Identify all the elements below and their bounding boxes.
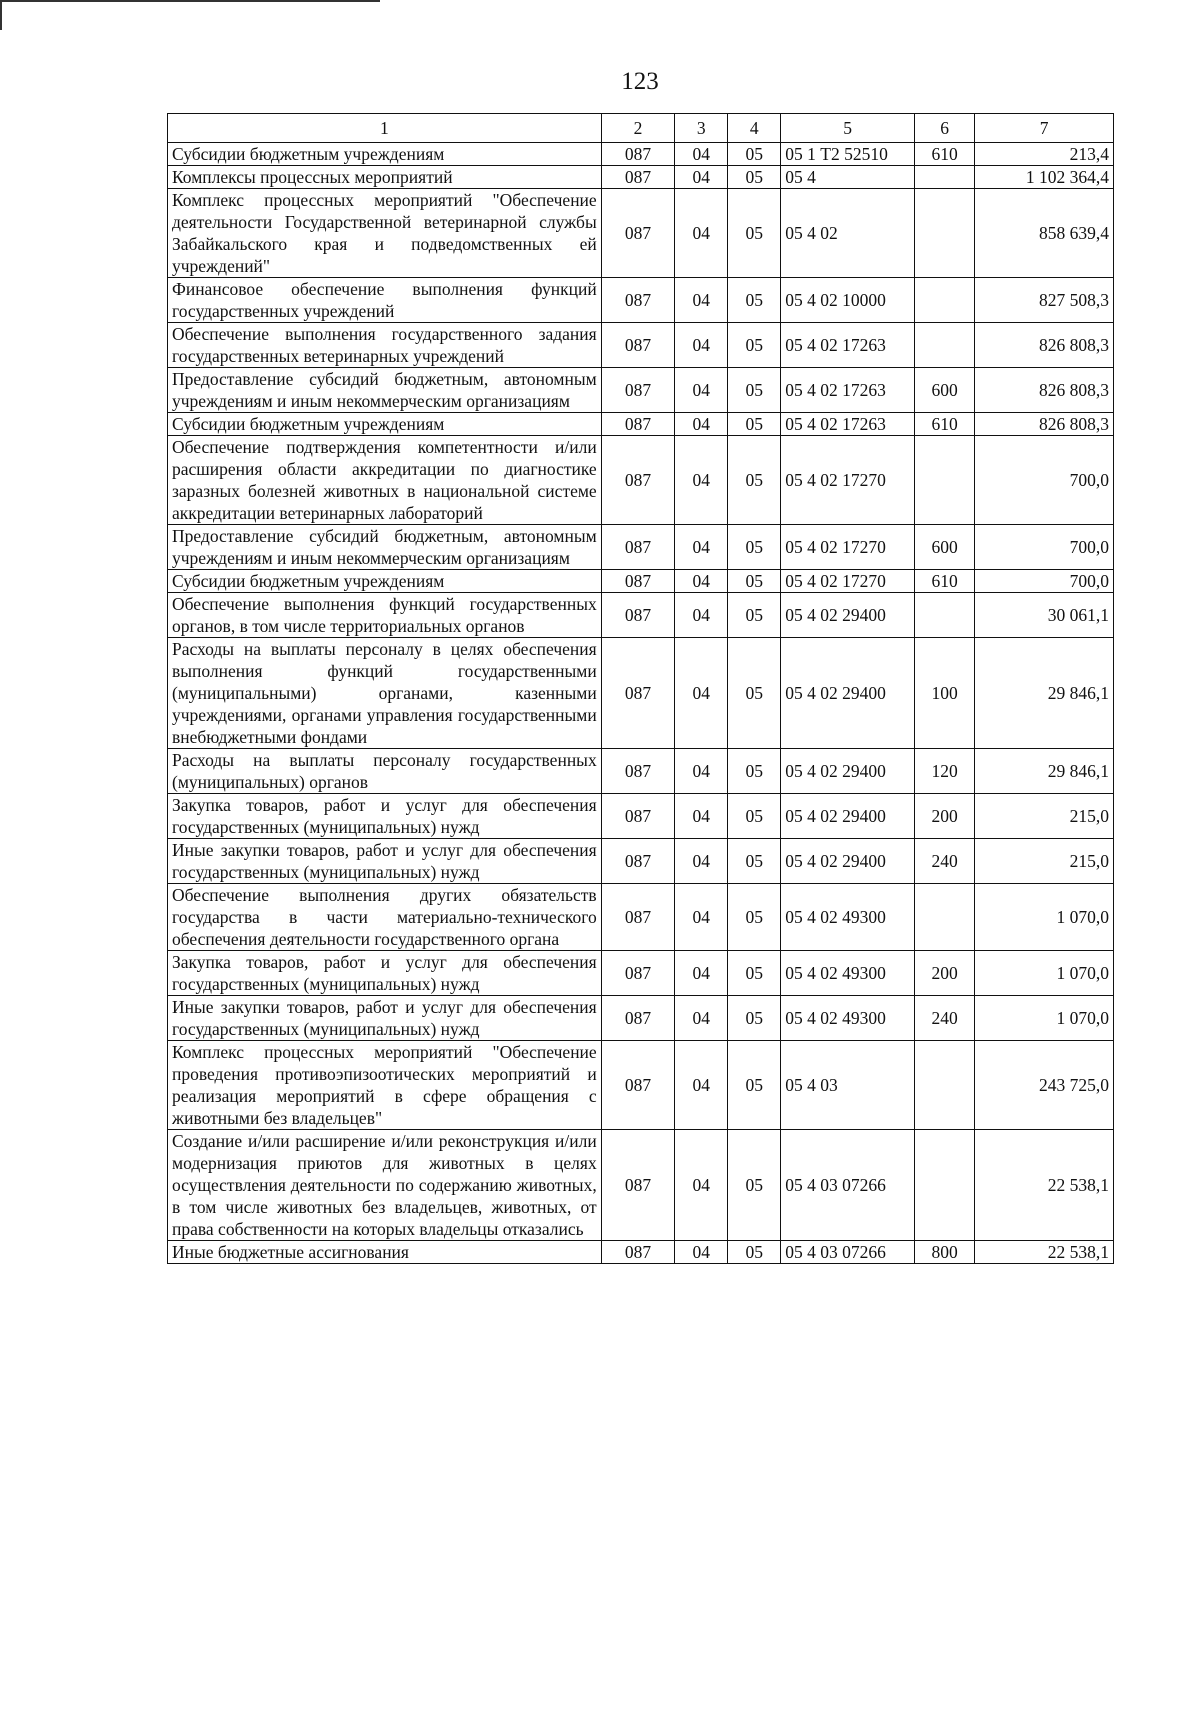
- cell-section-code: 04: [675, 436, 728, 525]
- cell-expense-name: Комплексы процессных мероприятий: [168, 166, 602, 189]
- cell-amount: 700,0: [975, 525, 1114, 570]
- cell-expense-name: Иные закупки товаров, работ и услуг для обеспечения государственных (муниципальных) нужд: [168, 996, 602, 1041]
- header-cell-2: 2: [601, 114, 674, 143]
- cell-subsection-code: 05: [728, 525, 781, 570]
- cell-expense-type: [914, 1041, 974, 1130]
- cell-ministry-code: 087: [601, 638, 674, 749]
- cell-section-code: 04: [675, 951, 728, 996]
- cell-expense-name: Закупка товаров, работ и услуг для обеспечения государственных (муниципальных) нужд: [168, 794, 602, 839]
- cell-subsection-code: 05: [728, 278, 781, 323]
- cell-ministry-code: 087: [601, 166, 674, 189]
- cell-subsection-code: 05: [728, 794, 781, 839]
- cell-target-article: 05 4 02 17270: [781, 570, 915, 593]
- header-cell-5: 5: [781, 114, 915, 143]
- table-row: [168, 166, 1114, 189]
- cell-ministry-code: 087: [601, 189, 674, 278]
- header-cell-1: 1: [168, 114, 602, 143]
- table-row: [168, 189, 1114, 278]
- table-row: [168, 996, 1114, 1041]
- cell-expense-type: [914, 1130, 974, 1241]
- cell-amount: 1 102 364,4: [975, 166, 1114, 189]
- cell-ministry-code: 087: [601, 525, 674, 570]
- cell-subsection-code: 05: [728, 189, 781, 278]
- cell-subsection-code: 05: [728, 593, 781, 638]
- table-row: [168, 413, 1114, 436]
- cell-amount: 22 538,1: [975, 1241, 1114, 1264]
- cell-target-article: 05 4 02 17270: [781, 525, 915, 570]
- cell-subsection-code: 05: [728, 638, 781, 749]
- header-cell-6: 6: [914, 114, 974, 143]
- cell-target-article: 05 4 02 29400: [781, 638, 915, 749]
- cell-expense-name: Обеспечение выполнения функций государственных органов, в том числе территориальных органов: [168, 593, 602, 638]
- cell-subsection-code: 05: [728, 413, 781, 436]
- cell-ministry-code: 087: [601, 884, 674, 951]
- cell-expense-type: 120: [914, 749, 974, 794]
- header-cell-7: 7: [975, 114, 1114, 143]
- cell-target-article: 05 4 02 49300: [781, 884, 915, 951]
- cell-expense-type: 200: [914, 951, 974, 996]
- cell-target-article: 05 4 02: [781, 189, 915, 278]
- table-row: [168, 278, 1114, 323]
- table-row: [168, 525, 1114, 570]
- page-number: 123: [621, 68, 659, 95]
- cell-amount: 22 538,1: [975, 1130, 1114, 1241]
- table-row: [168, 368, 1114, 413]
- cell-target-article: 05 4 03: [781, 1041, 915, 1130]
- cell-subsection-code: 05: [728, 368, 781, 413]
- cell-amount: 700,0: [975, 570, 1114, 593]
- cell-section-code: 04: [675, 278, 728, 323]
- table-row: [168, 593, 1114, 638]
- cell-target-article: 05 4 03 07266: [781, 1130, 915, 1241]
- cell-amount: 826 808,3: [975, 413, 1114, 436]
- header-cell-3: 3: [675, 114, 728, 143]
- cell-section-code: 04: [675, 368, 728, 413]
- cell-expense-type: 600: [914, 368, 974, 413]
- cell-subsection-code: 05: [728, 1041, 781, 1130]
- cell-expense-type: 610: [914, 413, 974, 436]
- cell-target-article: 05 4 02 29400: [781, 839, 915, 884]
- header-row: [168, 114, 1114, 143]
- scan-border-left: [0, 0, 2, 30]
- cell-expense-type: [914, 884, 974, 951]
- cell-ministry-code: 087: [601, 413, 674, 436]
- cell-expense-type: [914, 323, 974, 368]
- cell-expense-type: 100: [914, 638, 974, 749]
- cell-expense-name: Иные бюджетные ассигнования: [168, 1241, 602, 1264]
- cell-expense-type: 240: [914, 996, 974, 1041]
- cell-section-code: 04: [675, 143, 728, 166]
- cell-expense-name: Субсидии бюджетным учреждениям: [168, 413, 602, 436]
- cell-section-code: 04: [675, 593, 728, 638]
- table-row: [168, 884, 1114, 951]
- cell-expense-name: Субсидии бюджетным учреждениям: [168, 143, 602, 166]
- cell-ministry-code: 087: [601, 996, 674, 1041]
- cell-expense-name: Субсидии бюджетным учреждениям: [168, 570, 602, 593]
- cell-ministry-code: 087: [601, 1130, 674, 1241]
- cell-subsection-code: 05: [728, 951, 781, 996]
- cell-section-code: 04: [675, 413, 728, 436]
- cell-expense-name: Предоставление субсидий бюджетным, автономным учреждениям и иным некоммерческим организациям: [168, 525, 602, 570]
- cell-target-article: 05 4 02 17270: [781, 436, 915, 525]
- cell-expense-name: Комплекс процессных мероприятий "Обеспечение деятельности Государственной ветеринарной службы Забайкальского края и подведомственных ей учреждений": [168, 189, 602, 278]
- cell-amount: 243 725,0: [975, 1041, 1114, 1130]
- cell-section-code: 04: [675, 1241, 728, 1264]
- cell-amount: 1 070,0: [975, 884, 1114, 951]
- table-row: [168, 839, 1114, 884]
- budget-table: [167, 113, 1114, 1264]
- cell-expense-name: Иные закупки товаров, работ и услуг для обеспечения государственных (муниципальных) нужд: [168, 839, 602, 884]
- cell-amount: 827 508,3: [975, 278, 1114, 323]
- table-row: [168, 794, 1114, 839]
- cell-section-code: 04: [675, 1041, 728, 1130]
- cell-expense-type: 610: [914, 143, 974, 166]
- cell-ministry-code: 087: [601, 794, 674, 839]
- cell-ministry-code: 087: [601, 593, 674, 638]
- cell-amount: 858 639,4: [975, 189, 1114, 278]
- cell-expense-name: Создание и/или расширение и/или реконструкция и/или модернизация приютов для животных в целях осуществления деятельности по содержанию животных, в том числе животных без владельцев, животных, от права собственности на которых владельцы отказались: [168, 1130, 602, 1241]
- cell-section-code: 04: [675, 996, 728, 1041]
- cell-amount: 29 846,1: [975, 638, 1114, 749]
- table-row: [168, 1041, 1114, 1130]
- cell-amount: 700,0: [975, 436, 1114, 525]
- cell-ministry-code: 087: [601, 143, 674, 166]
- cell-expense-name: Расходы на выплаты персоналу государственных (муниципальных) органов: [168, 749, 602, 794]
- cell-expense-name: Обеспечение выполнения государственного задания государственных ветеринарных учреждений: [168, 323, 602, 368]
- cell-ministry-code: 087: [601, 570, 674, 593]
- cell-subsection-code: 05: [728, 436, 781, 525]
- cell-section-code: 04: [675, 570, 728, 593]
- cell-expense-type: 610: [914, 570, 974, 593]
- table-row: [168, 1241, 1114, 1264]
- cell-ministry-code: 087: [601, 368, 674, 413]
- cell-target-article: 05 4 02 29400: [781, 593, 915, 638]
- cell-target-article: 05 4 02 49300: [781, 996, 915, 1041]
- cell-section-code: 04: [675, 884, 728, 951]
- cell-expense-type: [914, 189, 974, 278]
- table-row: [168, 638, 1114, 749]
- cell-subsection-code: 05: [728, 570, 781, 593]
- table-row: [168, 436, 1114, 525]
- cell-ministry-code: 087: [601, 1041, 674, 1130]
- table-row: [168, 951, 1114, 996]
- cell-target-article: 05 4 02 49300: [781, 951, 915, 996]
- cell-target-article: 05 4 03 07266: [781, 1241, 915, 1264]
- cell-target-article: 05 1 Т2 52510: [781, 143, 915, 166]
- cell-subsection-code: 05: [728, 749, 781, 794]
- cell-expense-name: Расходы на выплаты персоналу в целях обеспечения выполнения функций государственными (муниципальными) органами, казенными учреждениями, органами управления государственными внебюджетными фондами: [168, 638, 602, 749]
- cell-target-article: 05 4 02 17263: [781, 323, 915, 368]
- cell-expense-type: [914, 166, 974, 189]
- header-cell-4: 4: [728, 114, 781, 143]
- cell-subsection-code: 05: [728, 884, 781, 951]
- cell-subsection-code: 05: [728, 1241, 781, 1264]
- cell-amount: 215,0: [975, 839, 1114, 884]
- cell-ministry-code: 087: [601, 323, 674, 368]
- cell-amount: 1 070,0: [975, 951, 1114, 996]
- cell-amount: 215,0: [975, 794, 1114, 839]
- cell-target-article: 05 4: [781, 166, 915, 189]
- cell-expense-name: Закупка товаров, работ и услуг для обеспечения государственных (муниципальных) нужд: [168, 951, 602, 996]
- cell-amount: 826 808,3: [975, 368, 1114, 413]
- cell-amount: 1 070,0: [975, 996, 1114, 1041]
- cell-amount: 213,4: [975, 143, 1114, 166]
- cell-section-code: 04: [675, 839, 728, 884]
- cell-section-code: 04: [675, 166, 728, 189]
- cell-ministry-code: 087: [601, 951, 674, 996]
- cell-ministry-code: 087: [601, 278, 674, 323]
- cell-expense-type: 800: [914, 1241, 974, 1264]
- table-row: [168, 1130, 1114, 1241]
- cell-section-code: 04: [675, 1130, 728, 1241]
- cell-expense-type: [914, 436, 974, 525]
- cell-ministry-code: 087: [601, 436, 674, 525]
- cell-ministry-code: 087: [601, 749, 674, 794]
- cell-target-article: 05 4 02 17263: [781, 368, 915, 413]
- cell-section-code: 04: [675, 189, 728, 278]
- table-row: [168, 570, 1114, 593]
- cell-target-article: 05 4 02 29400: [781, 749, 915, 794]
- cell-section-code: 04: [675, 525, 728, 570]
- cell-target-article: 05 4 02 29400: [781, 794, 915, 839]
- scan-border-top: [0, 0, 380, 5]
- cell-ministry-code: 087: [601, 839, 674, 884]
- cell-ministry-code: 087: [601, 1241, 674, 1264]
- cell-expense-name: Обеспечение выполнения других обязательств государства в части материально-технического обеспечения деятельности государственного органа: [168, 884, 602, 951]
- cell-amount: 29 846,1: [975, 749, 1114, 794]
- cell-amount: 826 808,3: [975, 323, 1114, 368]
- cell-expense-name: Предоставление субсидий бюджетным, автономным учреждениям и иным некоммерческим организациям: [168, 368, 602, 413]
- cell-subsection-code: 05: [728, 323, 781, 368]
- cell-section-code: 04: [675, 749, 728, 794]
- table-row: [168, 323, 1114, 368]
- cell-expense-name: Финансовое обеспечение выполнения функций государственных учреждений: [168, 278, 602, 323]
- cell-expense-type: 600: [914, 525, 974, 570]
- cell-target-article: 05 4 02 17263: [781, 413, 915, 436]
- table-row: [168, 749, 1114, 794]
- cell-subsection-code: 05: [728, 166, 781, 189]
- cell-section-code: 04: [675, 794, 728, 839]
- cell-expense-type: [914, 593, 974, 638]
- cell-subsection-code: 05: [728, 1130, 781, 1241]
- cell-section-code: 04: [675, 323, 728, 368]
- cell-subsection-code: 05: [728, 839, 781, 884]
- cell-expense-name: Комплекс процессных мероприятий "Обеспечение проведения противоэпизоотических мероприятий и реализация мероприятий в сфере обращения с животными без владельцев": [168, 1041, 602, 1130]
- cell-target-article: 05 4 02 10000: [781, 278, 915, 323]
- cell-subsection-code: 05: [728, 996, 781, 1041]
- cell-expense-name: Обеспечение подтверждения компетентности и/или расширения области аккредитации по диагностике заразных болезней животных в национальной системе аккредитации ветеринарных лабораторий: [168, 436, 602, 525]
- cell-expense-type: [914, 278, 974, 323]
- cell-expense-type: 240: [914, 839, 974, 884]
- table-row: [168, 143, 1114, 166]
- cell-subsection-code: 05: [728, 143, 781, 166]
- cell-section-code: 04: [675, 638, 728, 749]
- cell-expense-type: 200: [914, 794, 974, 839]
- cell-amount: 30 061,1: [975, 593, 1114, 638]
